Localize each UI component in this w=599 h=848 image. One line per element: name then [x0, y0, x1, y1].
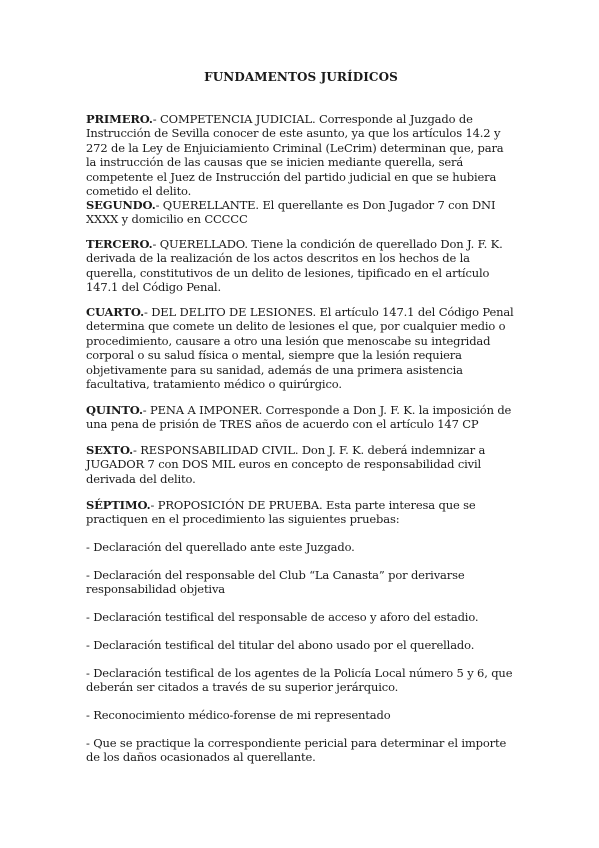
- section-label: SEXTO.: [86, 443, 133, 457]
- section-label: SÉPTIMO.: [86, 498, 151, 512]
- section-quinto: [86, 403, 516, 432]
- section-label: CUARTO.: [86, 305, 144, 319]
- section-text: - COMPETENCIA JUDICIAL. Corresponde al Juzgado de Instrucción de Sevilla conocer de este asunto, ya que los artículos 14.2 y 272 de la Ley de Enjuiciamiento Criminal (LeCrim) determinan que, para la instrucción de las causas que se inicien mediante querella, será competente el Juez de Instrucción del partido judicial en que se hubiera cometido el delito.: [86, 112, 504, 199]
- evidence-item: - Reconocimiento médico-forense de mi representado: [86, 708, 391, 722]
- evidence-item: - Declaración testifical del responsable de acceso y aforo del estadio.: [86, 610, 479, 624]
- section-text: - RESPONSABILIDAD CIVIL. Don J. F. K. deberá indemnizar a JUGADOR 7 con DOS MIL euros en concepto de responsabilidad civil derivada del delito.: [86, 443, 486, 486]
- section-primero: [86, 112, 516, 198]
- section-segundo: [86, 198, 516, 227]
- evidence-item: - Que se practique la correspondiente pericial para determinar el importe de los daños ocasionados al querellante.: [86, 736, 507, 765]
- evidence-item: - Declaración del querellado ante este Juzgado.: [86, 540, 355, 554]
- section-text: - QUERELLANTE. El querellante es Don Jugador 7 con DNI XXXX y domicilio en CCCCC: [86, 198, 496, 227]
- evidence-item: - Declaración testifical de los agentes de la Policía Local número 5 y 6, que deberán ser citados a través de su superior jerárquico.: [86, 666, 513, 695]
- section-text: - PENA A IMPONER. Corresponde a Don J. F. K. la imposición de una pena de prisión de TRES años de acuerdo con el artículo 147 CP: [86, 403, 512, 432]
- section-sexto: [86, 443, 516, 486]
- document-title: FUNDAMENTOS JURÍDICOS: [204, 70, 398, 84]
- section-label: PRIMERO.: [86, 112, 153, 126]
- section-septimo: [86, 498, 516, 527]
- section-label: QUINTO.: [86, 403, 143, 417]
- section-label: TERCERO.: [86, 237, 153, 251]
- section-label: SEGUNDO.: [86, 198, 156, 212]
- section-cuarto: [86, 305, 516, 391]
- section-text: - PROPOSICIÓN DE PRUEBA. Esta parte interesa que se practiquen en el procedimiento las siguientes pruebas:: [86, 498, 476, 527]
- evidence-item: - Declaración del responsable del Club “La Canasta” por derivarse responsabilidad objetiva: [86, 568, 465, 597]
- evidence-item: - Declaración testifical del titular del abono usado por el querellado.: [86, 638, 475, 652]
- section-tercero: [86, 237, 516, 295]
- section-text: - DEL DELITO DE LESIONES. El artículo 147.1 del Código Penal determina que comete un delito de lesiones el que, por cualquier medio o procedimiento, causare a otro una lesión que menoscabe su integridad corporal o su salud física o mental, siempre que la lesión requiera objetivamente para su sanidad, además de una primera asistencia facultativa, tratamiento médico o quirúrgico.: [86, 305, 514, 392]
- section-text: - QUERELLADO. Tiene la condición de querellado Don J. F. K. derivada de la realización de los actos descritos en los hechos de la querella, constitutivos de un delito de lesiones, tipificado en el artículo 147.1 del Código Penal.: [86, 237, 503, 295]
